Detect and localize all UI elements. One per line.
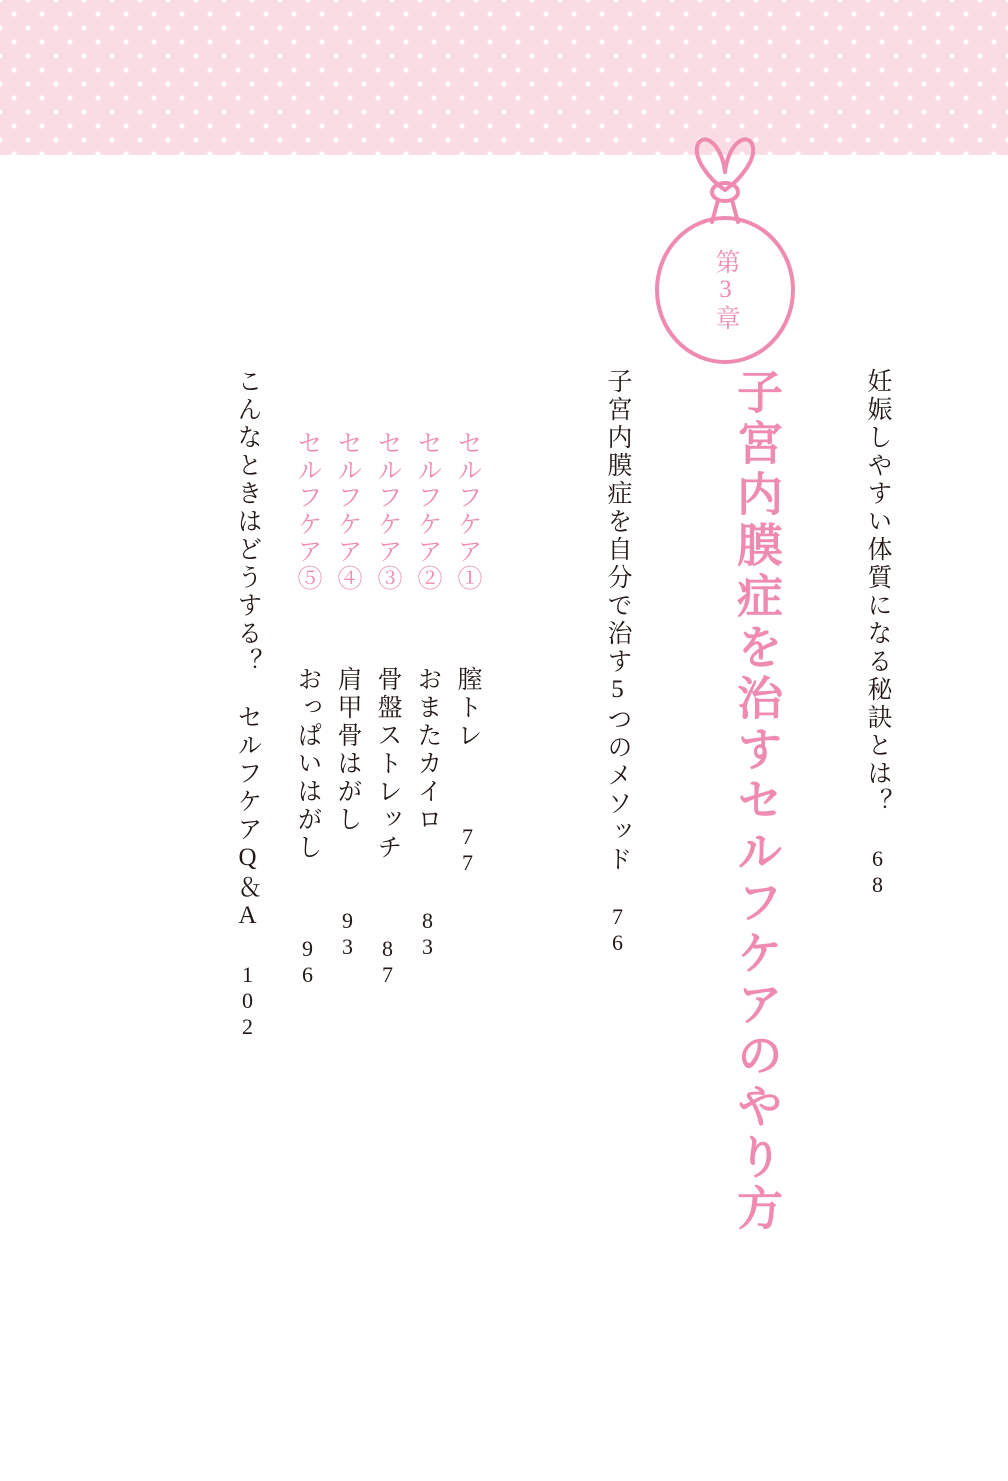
toc-item-tag: セルフケア② bbox=[414, 430, 441, 592]
toc-item-label: おまたカイロ bbox=[414, 666, 441, 834]
toc-section-heading[interactable] bbox=[605, 368, 630, 956]
toc-item-page: 77 bbox=[455, 824, 480, 876]
toc-item[interactable] bbox=[415, 430, 440, 960]
toc-item-page: 96 bbox=[295, 936, 320, 988]
chapter-badge bbox=[650, 130, 800, 375]
toc-item-tag: セルフケア④ bbox=[334, 430, 361, 592]
toc-entry-previous-label: 妊娠しやすい体質になる秘訣とは？ bbox=[864, 368, 891, 816]
decorative-dot-band bbox=[0, 0, 1008, 155]
chapter-badge-label: 第3章 bbox=[712, 248, 739, 332]
toc-item-label: おっぱいはがし bbox=[294, 666, 321, 862]
toc-entry-previous[interactable] bbox=[865, 368, 890, 898]
toc-entry-last-page: 102 bbox=[235, 962, 260, 1040]
toc-item-page: 87 bbox=[375, 936, 400, 988]
toc-item-tag: セルフケア① bbox=[454, 430, 481, 592]
toc-item-label: 肩甲骨はがし bbox=[334, 666, 361, 834]
toc-item-page: 93 bbox=[335, 908, 360, 960]
toc-item-tag: セルフケア⑤ bbox=[294, 430, 321, 592]
toc-item[interactable] bbox=[295, 430, 320, 988]
toc-item[interactable] bbox=[335, 430, 360, 960]
toc-item-label: 骨盤ストレッチ bbox=[374, 666, 401, 862]
toc-entry-last-label: こんなときはどうする？ セルフケアQ＆A bbox=[234, 368, 261, 932]
toc-item[interactable] bbox=[455, 430, 480, 876]
toc-entry-previous-page: 68 bbox=[865, 846, 890, 898]
toc-entry-last[interactable] bbox=[235, 368, 260, 1040]
toc-section-heading-page: 76 bbox=[605, 904, 630, 956]
toc-item[interactable] bbox=[375, 430, 400, 988]
toc-item-label: 膣トレ bbox=[454, 666, 481, 750]
toc-section-heading-label: 子宮内膜症を自分で治す5つのメソッド bbox=[604, 368, 631, 874]
toc-item-tag: セルフケア③ bbox=[374, 430, 401, 592]
toc-item-page: 83 bbox=[415, 908, 440, 960]
chapter-title: 子宮内膜症を治すセルフケアのやり方 bbox=[731, 368, 783, 1235]
